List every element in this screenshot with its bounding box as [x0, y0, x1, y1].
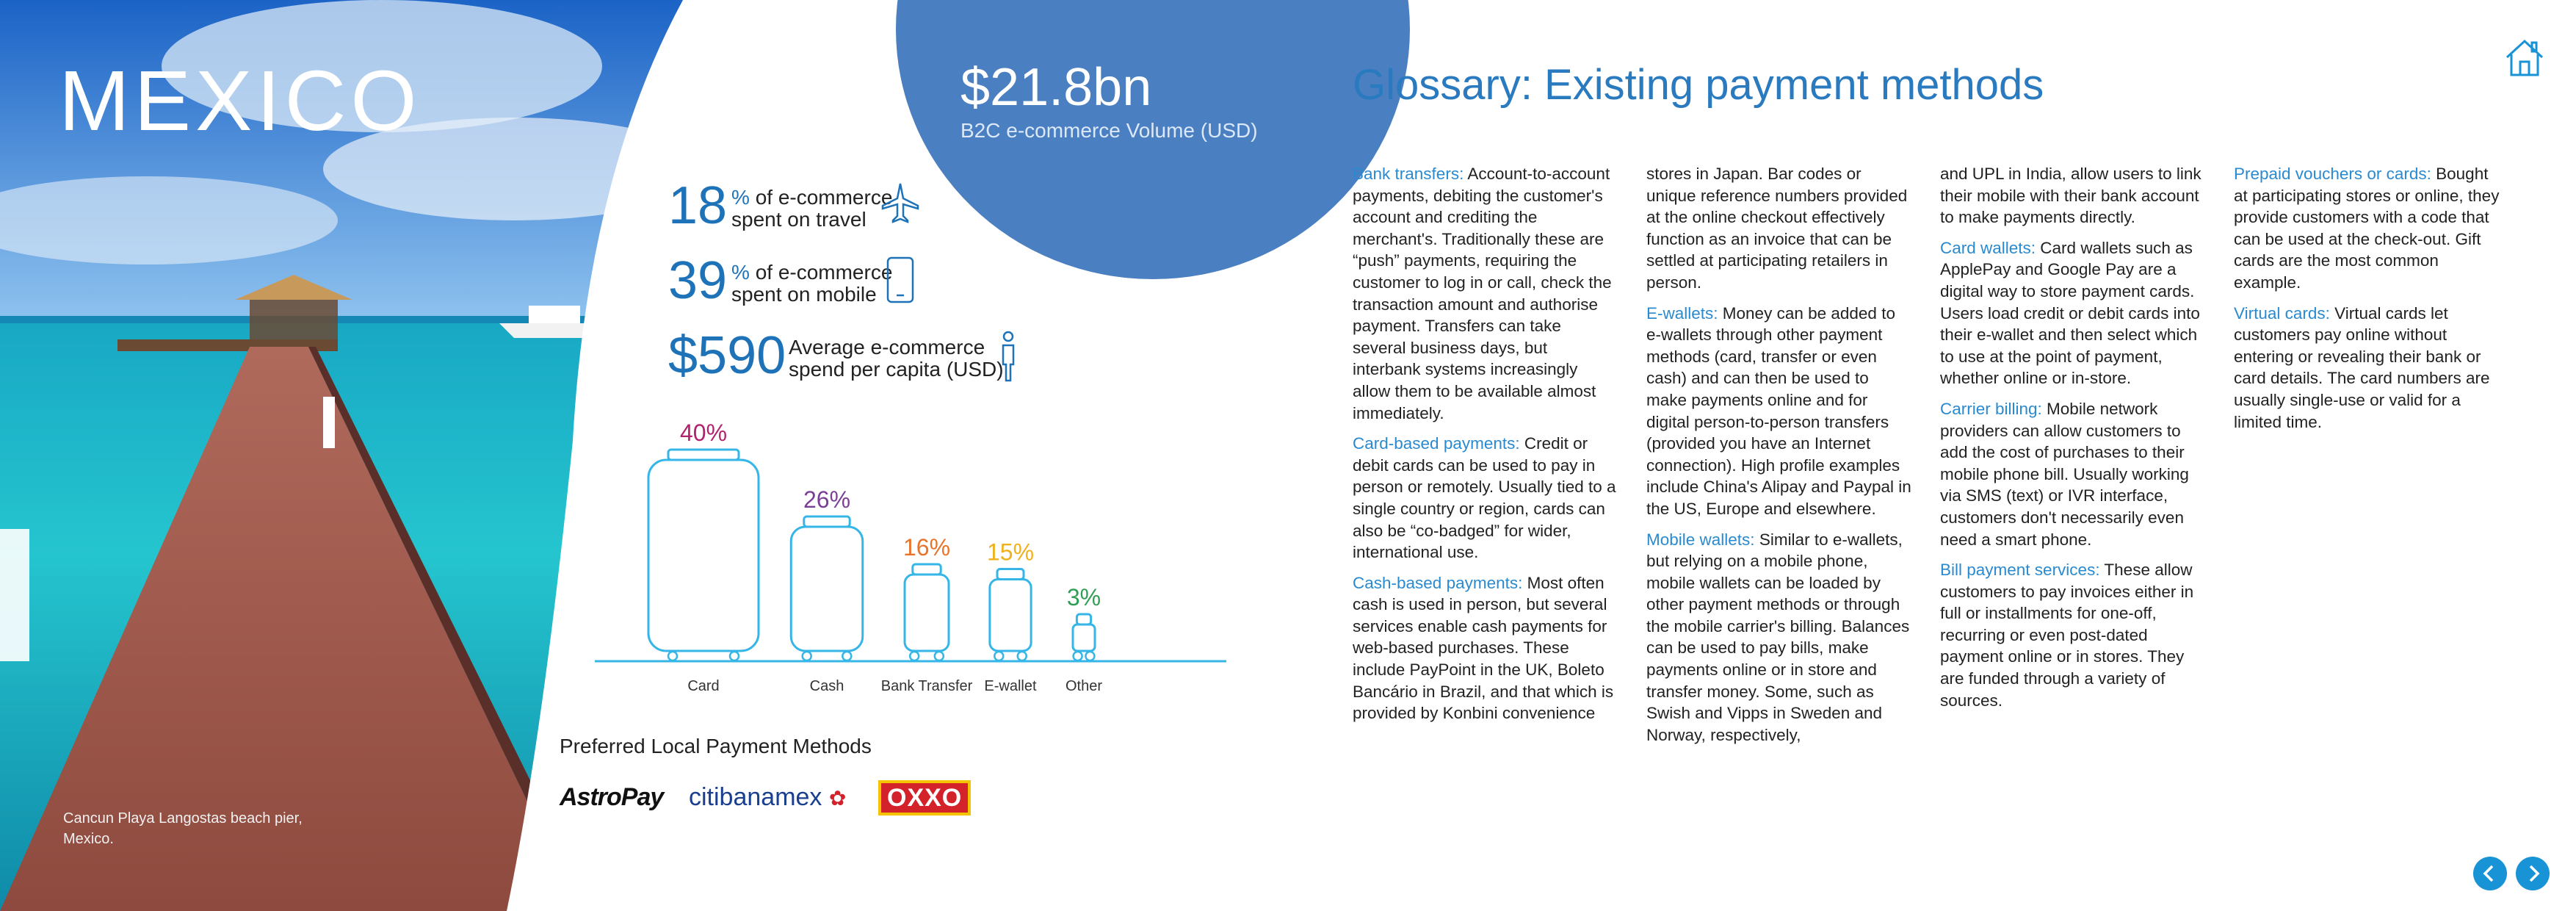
chart-value-label: 26%	[803, 486, 851, 513]
chart-bar-card	[648, 460, 759, 651]
chevron-right-icon	[2516, 857, 2550, 890]
suitcase-handle	[668, 450, 739, 460]
glossary-text: Most often cash is used in person, but several services enable cash payments for web-based purchases. These include PayPoint in the UK, Boleto Bancário in Brazil, and that which is provided by Konbini convenience	[1353, 573, 1614, 723]
glossary-text: These allow customers to pay invoices either in full or installments for one-off, recurring or even post-dated payment online or in stores. They are funded through a variety of sources.	[1940, 561, 2194, 710]
stat-line2: spent on travel	[731, 208, 866, 231]
headline-label: B2C e-commerce Volume (USD)	[960, 119, 1258, 142]
suitcase-wheel	[1018, 652, 1027, 660]
stat-unit: %	[731, 261, 750, 284]
glossary-term: Mobile wallets:	[1646, 530, 1755, 549]
glossary-text: Virtual cards let customers pay online without entering or revealing their bank or card details. The card numbers are usually single-use or valid for a limited time.	[2234, 303, 2490, 431]
glossary-term: E-wallets:	[1646, 303, 1718, 323]
chart-category-label: Card	[687, 678, 720, 694]
glossary-entry	[1646, 529, 1912, 746]
glossary-term: Bank transfers:	[1353, 165, 1464, 183]
glossary-column-2	[1646, 163, 1912, 755]
previous-page-button[interactable]	[2473, 857, 2507, 890]
home-icon	[2503, 35, 2547, 79]
stat-line2: spent on mobile	[731, 283, 877, 306]
chart-value-label: 15%	[986, 539, 1035, 566]
citibanamex-logo	[689, 783, 846, 812]
glossary-entry	[1353, 433, 1618, 563]
glossary-entry	[1940, 398, 2206, 550]
glossary-term: Virtual cards:	[2234, 303, 2330, 323]
glossary-text: Bought at participating stores or online, they provide customers with a code that can be used at the check-out. Gift cards are the most common example.	[2234, 165, 2500, 292]
glossary-text: Card wallets such as ApplePay and Google Pay are a digital way to store payment cards. Users load credit or debit cards into their e-wallet and then select which to use at the point of payment, whether online or in-store.	[1940, 238, 2200, 388]
glossary-column-4	[2234, 163, 2500, 442]
glossary-entry	[1353, 572, 1618, 724]
person-icon	[997, 331, 1019, 387]
stat-line1: Average e-commerce	[789, 336, 985, 359]
glossary-term: Prepaid vouchers or cards:	[2234, 165, 2431, 183]
stat-line1: of e-commerce	[755, 186, 893, 209]
glossary-entry	[1353, 163, 1618, 424]
suitcase-wheel	[910, 652, 919, 660]
glossary-text: Account-to-account payments, debiting the customer's account and crediting the merchant's. Traditionally these are “push” payments, requiring the customer to log in or call, check the transaction amount and authorise payment. Transfers can take several business days, but interbank systems increasingly allow them to be available almost immediately.	[1353, 165, 1612, 422]
astropay-logo: AstroPay	[560, 783, 664, 811]
glossary-term: Card-based payments:	[1353, 434, 1520, 453]
chart-category-label: Bank Transfer	[880, 678, 973, 694]
glossary-entry	[1646, 163, 1912, 294]
stat-number: $590	[668, 326, 786, 385]
suitcase-handle	[997, 569, 1024, 580]
chart-bar-cash	[791, 527, 863, 651]
suitcase-wheel	[994, 652, 1003, 660]
chart-value-label: 16%	[902, 534, 951, 561]
suitcase-wheel	[730, 652, 739, 660]
chart-value-label: 3%	[1066, 584, 1101, 611]
stat-text	[731, 187, 892, 231]
glossary-column-1	[1353, 163, 1618, 733]
chart-value-label: 40%	[679, 420, 728, 446]
glossary-term: Bill payment services:	[1940, 561, 2100, 580]
headline-value: $21.8bn	[960, 58, 1152, 117]
glossary-text: Credit or debit cards can be used to pay in person or remotely. Usually tied to a single country or region, cards can also be “co-badged” for wider, international use.	[1353, 434, 1616, 562]
suitcase-wheel	[935, 652, 944, 660]
glossary-text: Mobile network providers can allow customers to add the cost of purchases to their mobile phone bill. Usually working via SMS (text) or IVR interface, customers don't necessarily even need a smart phone.	[1940, 399, 2189, 549]
chart-bar-e-wallet	[990, 580, 1031, 652]
glossary-term: Cash-based payments:	[1353, 573, 1523, 592]
glossary-entry	[1646, 303, 1912, 520]
suitcase-wheel	[842, 652, 851, 660]
chart-bar-other	[1073, 624, 1095, 651]
stat-line1: of e-commerce	[755, 261, 893, 284]
chart-category-label: Other	[1065, 678, 1103, 694]
stat-text	[731, 262, 892, 306]
preferred-methods-title: Preferred Local Payment Methods	[560, 735, 872, 757]
glossary-term: Carrier billing:	[1940, 399, 2042, 418]
suitcase-wheel	[1074, 652, 1082, 660]
glossary-text: stores in Japan. Bar codes or unique reference numbers provided at the online checkout effectively function as an invoice that can be settled at participating retailers in person.	[1646, 165, 1908, 292]
glossary-entry	[2234, 163, 2500, 294]
glossary-column-3	[1940, 163, 2206, 720]
chart-category-label: E-wallet	[984, 678, 1037, 694]
glossary-entry	[2234, 303, 2500, 433]
suitcase-wheel	[668, 652, 677, 660]
suitcase-handle	[804, 516, 850, 527]
oxxo-logo: OXXO	[878, 780, 971, 815]
glossary-text: and UPL in India, allow users to link their mobile with their bank account to make payments directly.	[1940, 165, 2201, 227]
citibanamex-star-icon: ✿	[828, 787, 847, 810]
suitcase-handle	[1077, 614, 1090, 624]
stat-number: 39	[668, 251, 728, 310]
stat-line2: spend per capita (USD)	[789, 358, 1004, 381]
chevron-left-icon	[2473, 857, 2507, 890]
suitcase-handle	[913, 564, 941, 575]
suitcase-wheel	[1085, 652, 1094, 660]
glossary-term: Card wallets:	[1940, 238, 2036, 257]
suitcase-wheel	[803, 652, 811, 660]
payment-methods-chart	[587, 419, 1234, 698]
glossary-entry	[1940, 163, 2206, 228]
stat-unit: %	[731, 186, 750, 209]
glossary-text: Similar to e-wallets, but relying on a mobile phone, mobile wallets can be loaded by other payment methods or through the mobile carrier's billing. Balances can be used to pay bills, make payments online or in store and transfer money. Some, such as Swish and Vipps in Sweden and Norway, respectively,	[1646, 530, 1910, 744]
citibanamex-logo-text: citibanamex	[689, 783, 822, 811]
home-button[interactable]	[2503, 35, 2547, 79]
stat-number: 18	[668, 176, 728, 235]
country-title: MEXICO	[59, 53, 422, 148]
chart-category-label: Cash	[809, 678, 844, 694]
glossary-entry	[1940, 237, 2206, 389]
glossary-title: Glossary: Existing payment methods	[1353, 61, 2044, 109]
next-page-button[interactable]	[2516, 857, 2550, 890]
glossary-text: Money can be added to e-wallets through other payment methods (card, transfer or even cash) and can then be used to make payments online and for digital person-to-person transfers (provided you have an Internet connection). High profile examples include China's Alipay and Paypal in the US, Europe and elsewhere.	[1646, 303, 1911, 518]
glossary-entry	[1940, 559, 2206, 711]
photo-caption: Cancun Playa Langostas beach pier, Mexico.	[63, 810, 303, 847]
airplane-icon	[881, 181, 919, 228]
chart-bar-bank-transfer	[905, 575, 949, 651]
smartphone-icon	[886, 256, 915, 308]
stat-text	[789, 336, 1004, 381]
